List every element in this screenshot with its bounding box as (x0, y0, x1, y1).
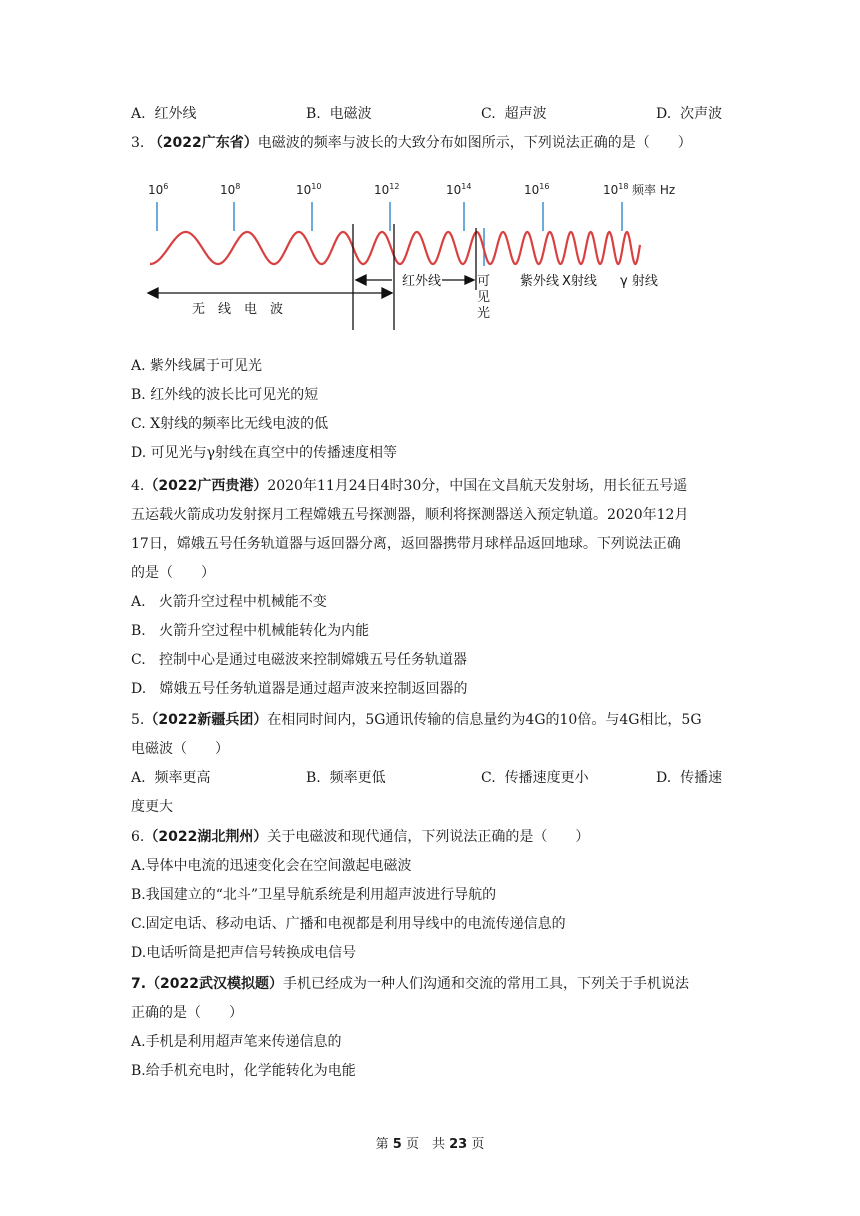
q6-option-b: B.我国建立的“北斗”卫星导航系统是利用超声波进行导航的 (131, 887, 497, 903)
em-wave (150, 232, 640, 264)
q6-option-c: C.固定电话、移动电话、广播和电视都是利用导线中的电流传递信息的 (131, 916, 566, 932)
freq-label-1e14: $10^{14}$ (446, 182, 472, 197)
q3-option-c: C. X射线的频率比无线电波的低 (131, 416, 329, 432)
freq-label-1e10: $10^{10}$ (296, 182, 322, 197)
q4-stem-line4: 的是（ ） (131, 565, 215, 581)
q3-stem: 3. （2022广东省）电磁波的频率与波长的大致分布如图所示，下列说法正确的是（ ） (131, 135, 692, 151)
q4-source: （2022广西贵港） (144, 478, 268, 494)
q4-option-a: A. 火箭升空过程中机械能不变 (131, 594, 327, 610)
page-total: 23 (449, 1137, 468, 1152)
freq-label-1e18: $10^{18}$ (603, 182, 629, 197)
page-footer: 第 5 页 共 23 页 (375, 1137, 485, 1152)
q4-option-d: D. 嫦娥五号任务轨道器是通过超声波来控制返回器的 (131, 681, 468, 697)
q5-option-c: C. 传播速度更小 (481, 770, 589, 786)
visible-light-label (477, 274, 490, 321)
q3-source: （2022广东省） (148, 135, 258, 151)
q5-stem-line1: 5.（2022新疆兵团）在相同时间内，5G通讯传输的信息量约为4G的10倍。与4G相比，5G (131, 712, 702, 728)
q4-option-b: B. 火箭升空过程中机械能转化为内能 (131, 623, 370, 639)
q5-option-d: D. 传播速 (656, 770, 723, 786)
q5-option-d-wrap: 度更大 (131, 799, 173, 815)
ultraviolet-label: 紫外线 (520, 274, 560, 289)
q2-option-a: A. 红外线 (131, 106, 197, 122)
q7-stem-line1: 7.（2022武汉模拟题）手机已经成为一种人们沟通和交流的常用工具，下列关于手机说法 (131, 976, 690, 992)
svg-text:可: 可 (477, 274, 491, 289)
q6-stem: 6.（2022湖北荆州）关于电磁波和现代通信，下列说法正确的是（ ） (131, 829, 590, 845)
freq-label-1e6: $10^6$ (148, 182, 169, 197)
q6-option-d: D.电话听筒是把声信号转换成电信号 (131, 945, 357, 961)
freq-label-1e16: $10^{16}$ (524, 182, 550, 197)
em-spectrum-figure (140, 172, 700, 340)
q4-option-c: C. 控制中心是通过电磁波来控制嫦娥五号任务轨道器 (131, 652, 468, 668)
q3-option-d: D. 可见光与γ射线在真空中的传播速度相等 (131, 445, 398, 461)
q3-option-a: A. 紫外线属于可见光 (131, 358, 263, 374)
q7-stem-line2: 正确的是（ ） (131, 1005, 243, 1021)
q2-option-c: C. 超声波 (481, 106, 547, 122)
q5-source: （2022新疆兵团） (144, 712, 268, 728)
freq-label-1e12: $10^{12}$ (374, 182, 400, 197)
svg-text:见: 见 (477, 290, 491, 305)
q5-stem-line2: 电磁波（ ） (131, 741, 229, 757)
freq-unit-label: 频率 Hz (632, 183, 676, 197)
xray-label: X射线 (562, 274, 597, 289)
radio-wave-label: 无 线 电 波 (192, 302, 284, 317)
q4-stem-line2: 五运载火箭成功发射探月工程嫦娥五号探测器，顺利将探测器送入预定轨道。2020年12月 (131, 507, 689, 523)
freq-label-1e8: $10^8$ (220, 182, 241, 197)
q6-option-a: A.导体中电流的迅速变化会在空间激起电磁波 (131, 858, 412, 874)
q4-stem-line1: 4.（2022广西贵港）2020年11月24日4时30分，中国在文昌航天发射场，用长征五号遥 (131, 478, 688, 494)
q2-option-d: D. 次声波 (656, 106, 723, 122)
q4-stem-line3: 17日，嫦娥五号任务轨道器与返回器分离，返回器携带月球样品返回地球。下列说法正确 (131, 536, 681, 552)
q2-option-b: B. 电磁波 (306, 106, 372, 122)
q5-option-a: A. 频率更高 (131, 770, 211, 786)
svg-text:光: 光 (477, 306, 491, 321)
q7-source: （2022武汉模拟题） (146, 976, 284, 992)
q6-source: （2022湖北荆州） (144, 829, 268, 845)
infrared-label: 红外线 (402, 274, 442, 289)
q7-option-a: A.手机是利用超声笔来传递信息的 (131, 1034, 342, 1050)
q3-option-b: B. 红外线的波长比可见光的短 (131, 387, 319, 403)
q5-option-b: B. 频率更低 (306, 770, 386, 786)
q7-option-b: B.给手机充电时，化学能转化为电能 (131, 1063, 356, 1079)
frequency-labels (148, 182, 675, 197)
gamma-ray-label: γ 射线 (620, 274, 658, 289)
page-number: 5 (392, 1137, 402, 1152)
